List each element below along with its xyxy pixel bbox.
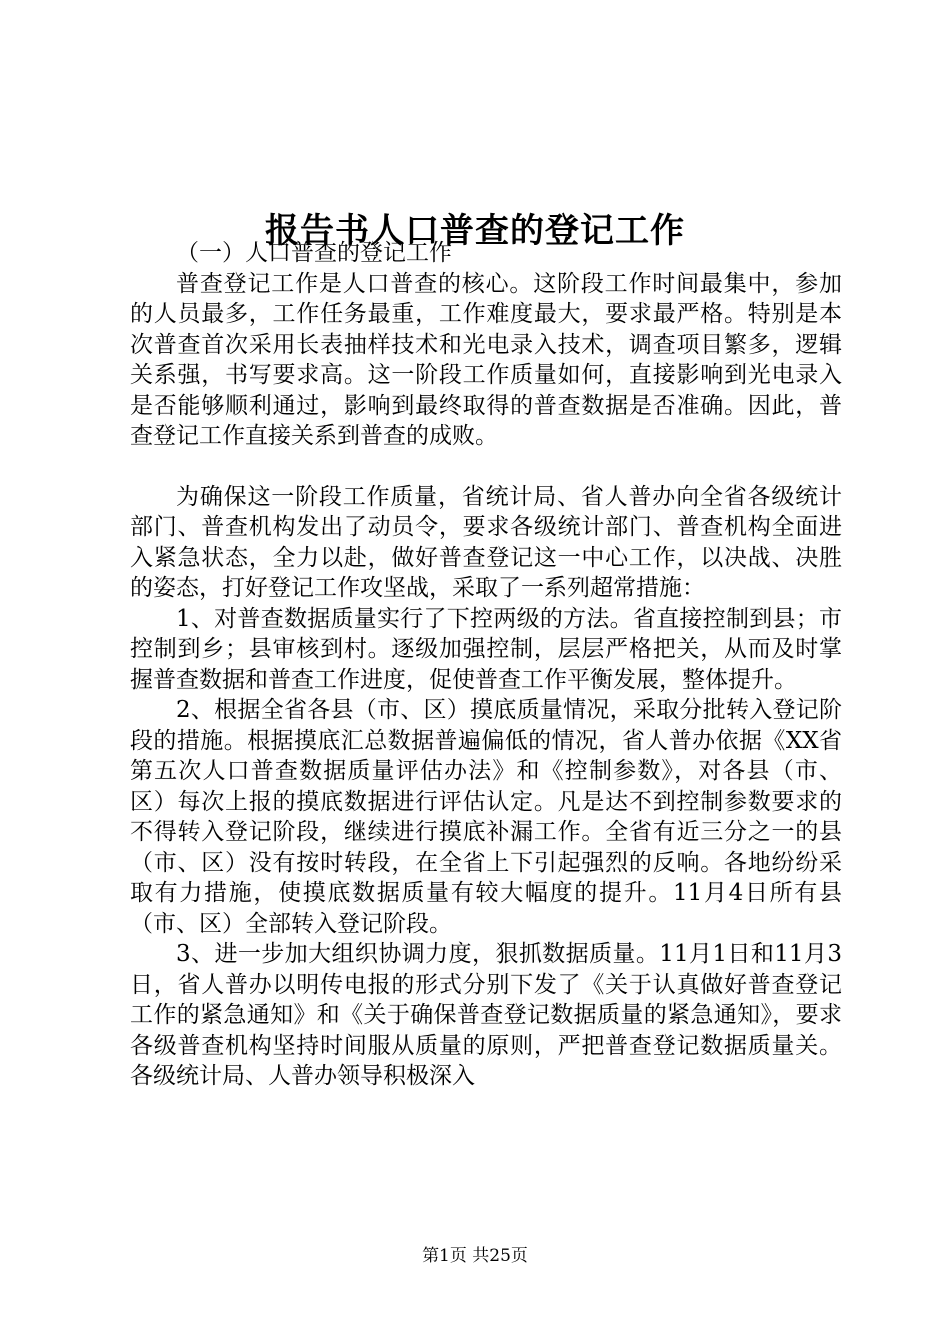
paragraph-item-3: 3、进一步加大组织协调力度，狠抓数据质量。11月1日和11月3日，省人普办以明传电报的形式分别下发了《关于认真做好普查登记工作的紧急通知》和《关于确保普查登记数据质量的紧急通知》，要求各级普查机构坚持时间服从质量的原则，严把普查登记数据质量关。各级统计局、人普办领导积极深入 [130,941,842,1089]
document-title: 报告书人口普查的登记工作 [265,210,685,251]
paragraph-measures: 为确保这一阶段工作质量，省统计局、省人普办向全省各级统计部门、普查机构发出了动员令，要求各级统计部门、普查机构全面进入紧急状态，全力以赴，做好普查登记这一中心工作，以决战、决胜的姿态，打好登记工作攻坚战，采取了一系列超常措施： [130,483,842,601]
paragraph-item-2: 2、根据全省各县（市、区）摸底质量情况，采取分批转入登记阶段的措施。根据摸底汇总数据普遍偏低的情况，省人普办依据《XX省第五次人口普查数据质量评估办法》和《控制参数》，对各县（市、区）每次上报的摸底数据进行评估认定。凡是达不到控制参数要求的不得转入登记阶段，继续进行摸底补漏工作。全省有近三分之一的县（市、区）没有按时转段，在全省上下引起强烈的反响。各地纷纷采取有力措施，使摸底数据质量有较大幅度的提升。11月4日所有县（市、区）全部转入登记阶段。 [130,697,842,937]
page-footer: 第1页 共25页 [422,1246,528,1266]
paragraph-intro: 普查登记工作是人口普查的核心。这阶段工作时间最集中，参加的人员最多，工作任务最重，工作难度最大，要求最严格。特别是本次普查首次采用长表抽样技术和光电录入技术，调查项目繁多，逻辑关系强，书写要求高。这一阶段工作质量如何，直接影响到光电录入是否能够顺利通过，影响到最终取得的普查数据是否准确。因此，普查登记工作直接关系到普查的成败。 [130,270,842,449]
section-heading: （一）人口普查的登记工作 [176,240,452,266]
document-body [130,238,842,1092]
paragraph-item-1: 1、对普查数据质量实行了下控两级的方法。省直接控制到县；市控制到乡；县审核到村。逐级加强控制，层层严格把关，从而及时掌握普查数据和普查工作进度，促使普查工作平衡发展，整体提升。 [130,605,842,693]
